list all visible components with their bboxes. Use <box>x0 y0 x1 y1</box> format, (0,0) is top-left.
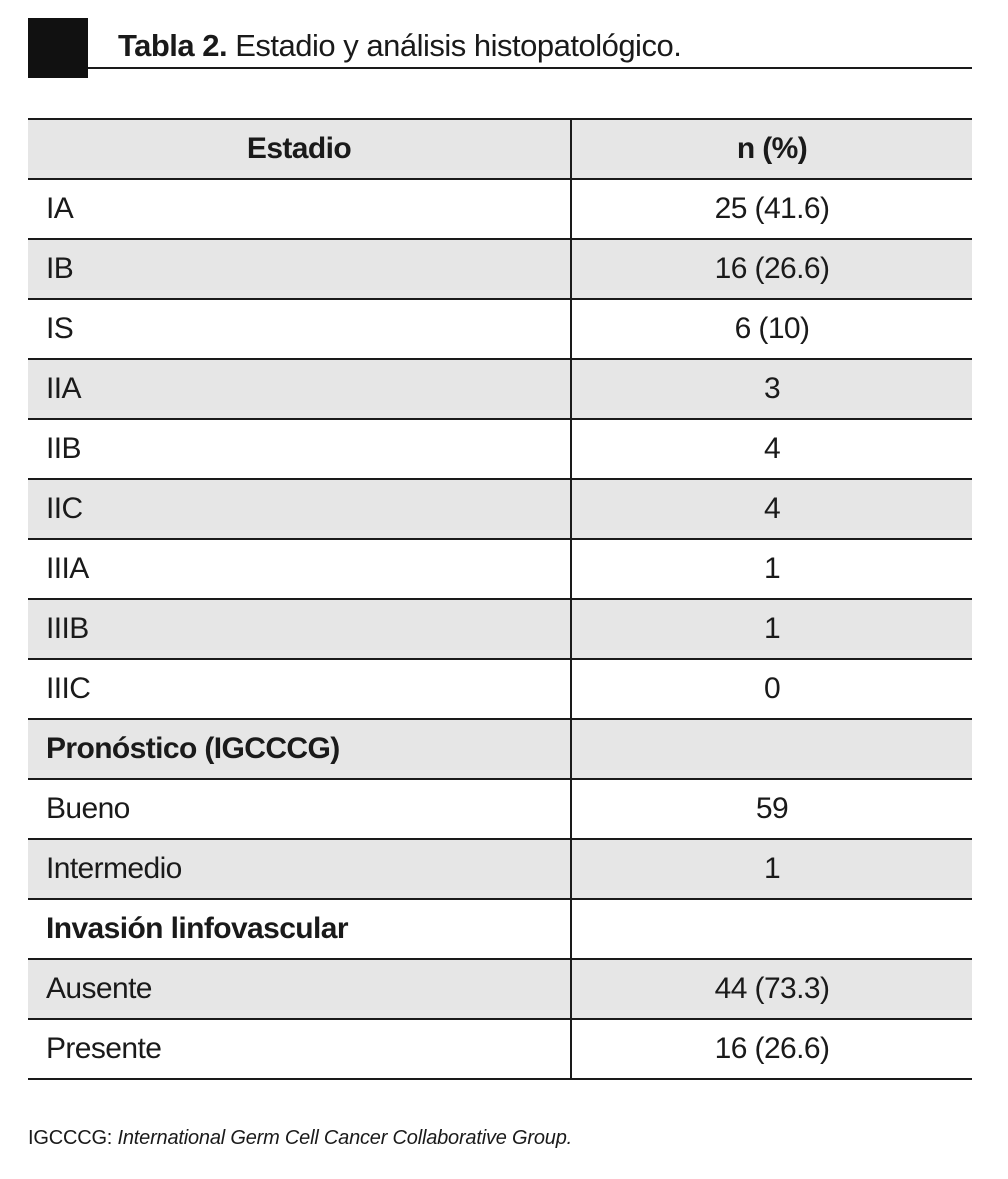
row-label: IIC <box>28 479 571 539</box>
row-label: IB <box>28 239 571 299</box>
row-value: 59 <box>571 779 972 839</box>
row-value <box>571 899 972 959</box>
table-caption-text: Estadio y análisis histopatológico. <box>227 28 682 63</box>
row-value: 1 <box>571 839 972 899</box>
table-footnote <box>28 1124 572 1152</box>
table-row <box>28 239 972 299</box>
caption-underline <box>88 67 972 69</box>
section-row-pronostico <box>28 719 972 779</box>
table-header-row <box>28 119 972 179</box>
table-row <box>28 839 972 899</box>
row-label: IIIB <box>28 599 571 659</box>
table-row <box>28 1019 972 1079</box>
table-row <box>28 779 972 839</box>
header-n-percent: n (%) <box>571 119 972 179</box>
table-row <box>28 539 972 599</box>
table-row <box>28 659 972 719</box>
staging-table <box>28 118 972 1080</box>
row-value: 1 <box>571 539 972 599</box>
table-caption <box>118 26 681 66</box>
row-label: IS <box>28 299 571 359</box>
table-row <box>28 599 972 659</box>
row-value: 3 <box>571 359 972 419</box>
row-value: 25 (41.6) <box>571 179 972 239</box>
row-label: Presente <box>28 1019 571 1079</box>
table-caption-label: Tabla 2. <box>118 28 228 63</box>
footnote-abbreviation: IGCCCG: <box>28 1127 118 1149</box>
row-label: IIIA <box>28 539 571 599</box>
row-value: 6 (10) <box>571 299 972 359</box>
row-value: 16 (26.6) <box>571 1019 972 1079</box>
row-label: IIA <box>28 359 571 419</box>
row-label: IIIC <box>28 659 571 719</box>
row-value: 4 <box>571 479 972 539</box>
table-row <box>28 359 972 419</box>
row-label: IIB <box>28 419 571 479</box>
header-estadio: Estadio <box>28 119 571 179</box>
footnote-definition: International Germ Cell Cancer Collaborative Group. <box>117 1127 572 1149</box>
table-row <box>28 179 972 239</box>
table-row <box>28 959 972 1019</box>
table-row <box>28 479 972 539</box>
table-row <box>28 299 972 359</box>
row-label: IA <box>28 179 571 239</box>
row-label: Ausente <box>28 959 571 1019</box>
row-label: Intermedio <box>28 839 571 899</box>
row-label: Bueno <box>28 779 571 839</box>
section-heading: Pronóstico (IGCCCG) <box>28 719 571 779</box>
row-value: 0 <box>571 659 972 719</box>
table-row <box>28 419 972 479</box>
row-value <box>571 719 972 779</box>
row-value: 4 <box>571 419 972 479</box>
section-heading: Invasión linfovascular <box>28 899 571 959</box>
row-value: 16 (26.6) <box>571 239 972 299</box>
title-marker-block <box>28 18 88 78</box>
row-value: 1 <box>571 599 972 659</box>
row-value: 44 (73.3) <box>571 959 972 1019</box>
section-row-invasion <box>28 899 972 959</box>
